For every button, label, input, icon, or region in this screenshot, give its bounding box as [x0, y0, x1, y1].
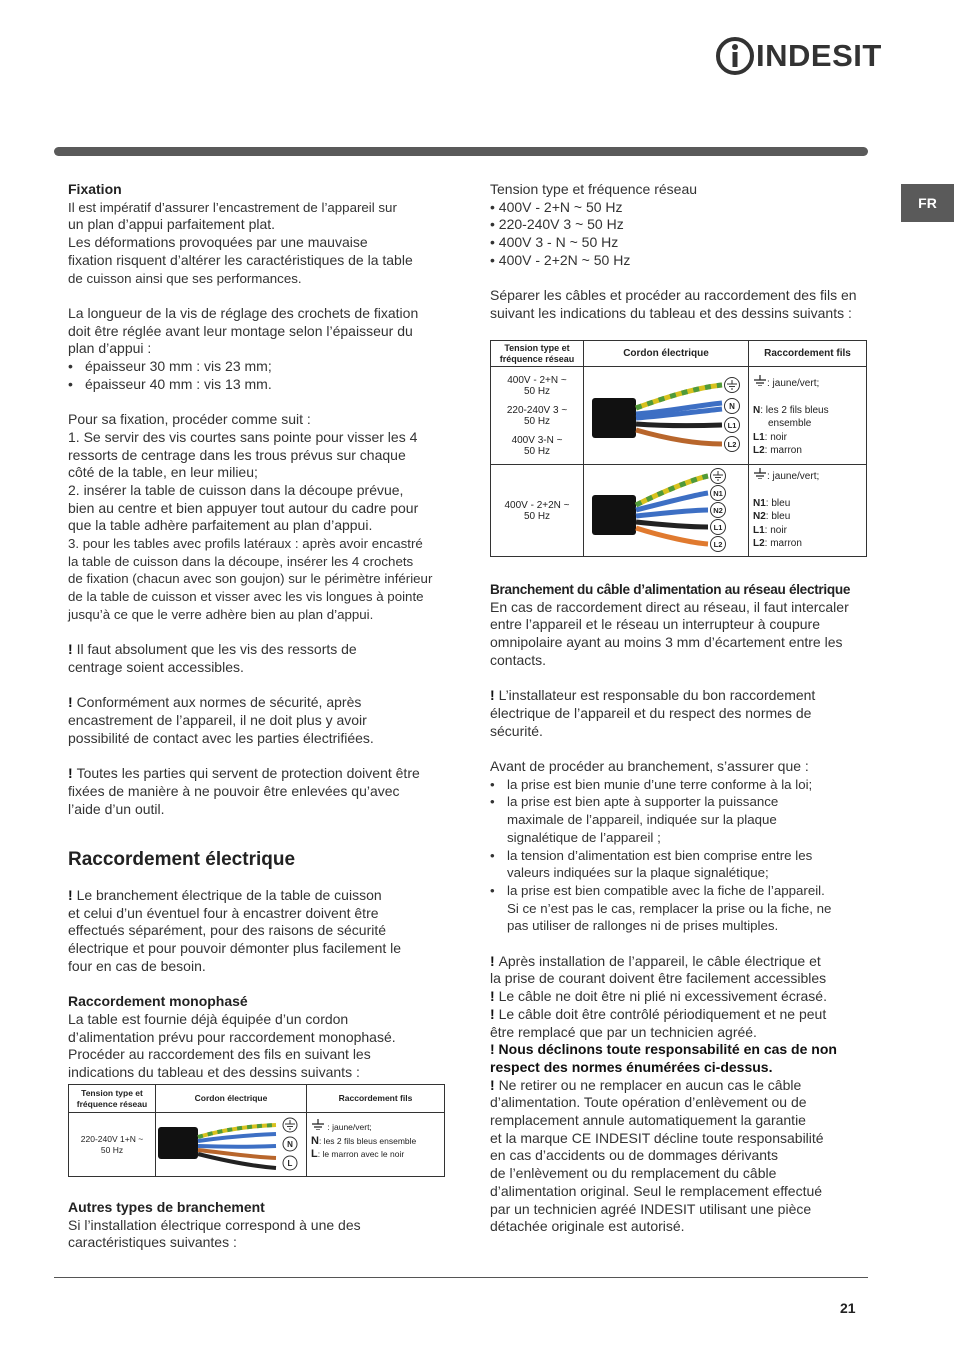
text-line: l’aide d’un outil.	[68, 800, 165, 817]
text-line: caractéristiques suivantes :	[68, 1234, 237, 1251]
text-line: Tension type et fréquence réseau	[490, 181, 698, 197]
voltage-cell: 400V - 2+2N ~ 50 Hz	[491, 465, 584, 557]
text-line: de la table de cuisson et visser avec les vis longues à pointe	[68, 589, 424, 605]
text-line: d’alimentation original. Seul le remplacement effectué	[490, 1182, 823, 1199]
text-line: électrique de l’appareil et du respect des normes de	[490, 704, 812, 721]
list-item: • 400V - 2+2N ~ 50 Hz	[490, 251, 631, 268]
text-line: centrage soient accessibles.	[68, 658, 244, 675]
text-line: indications du tableau et des dessins suivants :	[68, 1064, 360, 1081]
page-number: 21	[840, 1300, 856, 1316]
text-line: La longueur de la vis de réglage des crochets de fixation	[68, 304, 419, 321]
text-line: contacts.	[490, 651, 547, 668]
warning-line: ! Le câble ne doit être ni plié ni excessivement écrasé.	[490, 988, 827, 1005]
text-line: possibilité de contact avec les parties électrifiées.	[68, 729, 374, 746]
text-line: la prise de courant doivent être facilement accessibles	[490, 970, 827, 987]
earth-icon	[311, 1119, 325, 1130]
text-line: pas utiliser de rallonges ni de prises multiples.	[507, 918, 779, 934]
other-types-heading: Autres types de branchement	[68, 1199, 265, 1215]
text-line: la table de cuisson dans la découpe, insérer les 4 crochets	[68, 553, 414, 569]
blue-wire-2	[198, 1146, 276, 1147]
terminal-label: N1	[713, 489, 723, 498]
multi-cord-diagram-1	[584, 368, 746, 460]
text-line: Les déformations provoquées par une mauvaise	[68, 234, 368, 251]
right-column-top	[490, 181, 870, 323]
bold-disclaimer: respect des normes énumérées ci-dessus.	[490, 1058, 773, 1075]
header-cord: Cordon électrique	[584, 341, 749, 367]
text-line: encastrement de l’appareil, il ne doit plus y avoir	[68, 712, 367, 729]
earth-icon	[753, 468, 767, 479]
text-line: côté de la table, en leur milieu;	[68, 464, 258, 481]
mono-cord-diagram	[156, 1113, 302, 1173]
text-line: Il est impératif d’assurer l’encastrement de l’appareil sur	[68, 199, 397, 215]
header-connection: Raccordement fils	[749, 341, 867, 367]
text-line: maximale de l’appareil, indiquée sur la plaque	[507, 812, 777, 828]
text-line: jusqu’à ce que le verre adhère bien au plan d’appui.	[68, 606, 374, 622]
header-voltage: Tension type et fréquence réseau	[491, 341, 584, 367]
text-line: signalétique de l’appareil ;	[507, 829, 661, 845]
text-line: Si l’installation électrique correspond à une des	[68, 1216, 361, 1233]
list-item: • 220-240V 3 ~ 50 Hz	[490, 216, 624, 233]
header-connection: Raccordement fils	[307, 1085, 445, 1113]
text-line: Procéder au raccordement des fils en suivant les	[68, 1046, 371, 1063]
text-line: de fixation (chacun avec son goujon) sur le périmètre inférieur	[68, 571, 433, 587]
text-line: plan d’appui :	[68, 340, 152, 357]
text-line: et la marque CE INDESIT décline toute responsabilité	[490, 1129, 824, 1146]
header-cord: Cordon électrique	[156, 1085, 307, 1113]
text-line: effectués séparément, pour des raisons de sécurité	[68, 922, 387, 939]
text-line: remplacement annule automatiquement la garantie	[490, 1112, 806, 1129]
text-line: 3. pour les tables avec profils latéraux : après avoir encastré	[68, 536, 423, 552]
text-line: 1. Se servir des vis courtes sans pointe pour visser les 4	[68, 428, 418, 445]
list-item: • la prise est bien apte à supporter la puissance	[490, 793, 870, 811]
text-line: 2. insérer la table de cuisson dans la découpe prévue,	[68, 481, 404, 498]
warning-line: ! Ne retirer ou ne remplacer en aucun cas le câble	[490, 1076, 802, 1093]
text-line: un plan d’appui parfaitement plat.	[68, 216, 276, 233]
earth-icon	[753, 375, 767, 386]
language-tab: FR	[901, 184, 954, 222]
text-line: d’alimentation. Toute opération d’enlèvement ou de	[490, 1094, 807, 1111]
text-line: détachée originale est autorisé.	[490, 1218, 685, 1235]
connection-cell: : jaune/vert; N: les 2 fils bleus ensemble L: le marron avec le noir	[307, 1113, 445, 1177]
text-line: par un technicien agréé INDESIT utilisant une pièce	[490, 1200, 812, 1217]
indesit-logo-icon	[716, 36, 754, 76]
warning-line: ! Le câble doit être contrôlé périodiquement et ne peut	[490, 1005, 827, 1022]
text-line: que la table adhère parfaitement au plan d’appui.	[68, 517, 373, 534]
warning-line: ! Il faut absolument que les vis des ressorts de	[68, 641, 357, 658]
text-line: En cas de raccordement direct au réseau, il faut intercaler	[490, 598, 849, 615]
text-line: fixation risquent d’altérer les caractéristiques de la table	[68, 251, 413, 268]
left-column-lower	[68, 887, 453, 1082]
warning-line: ! Après installation de l’appareil, le câble électrique et	[490, 952, 821, 969]
left-column	[68, 181, 453, 818]
warning-line: ! Le branchement électrique de la table de cuisson	[68, 887, 382, 903]
voltage-cell: 220-240V 1+N ~ 50 Hz	[69, 1113, 156, 1177]
list-item: • la tension d’alimentation est bien comprise entre les	[490, 847, 870, 865]
footer-divider	[54, 1277, 868, 1278]
warning-line: ! Conformément aux normes de sécurité, après	[68, 694, 362, 711]
terminal-label: N2	[713, 506, 723, 515]
mono-wiring-table	[68, 1084, 445, 1177]
text-line: omnipolaire ayant au moins 3 mm d’écartement entre les	[490, 634, 843, 651]
cord-diagram-cell	[584, 465, 749, 557]
branch-heading: Branchement du câble d’alimentation au réseau électrique	[490, 582, 851, 597]
text-line: être remplacé que par un technicien agréé.	[490, 1023, 757, 1040]
text-line: ressorts de centrage dans les trous prévus sur chaque	[68, 446, 406, 463]
header-divider	[54, 147, 868, 156]
text-line: Si ce n’est pas le cas, remplacer la prise ou la fiche, ne	[507, 900, 832, 916]
list-item: • épaisseur 40 mm : vis 13 mm.	[68, 376, 453, 394]
brand-wordmark: INDESIT	[756, 38, 882, 73]
header-voltage: Tension type et fréquence réseau	[69, 1085, 156, 1113]
multi-cord-diagram-2	[584, 465, 746, 553]
connection-cell: : jaune/vert; N1: bleu N2: bleu L1: noir L2: marron	[749, 465, 867, 557]
mono-heading: Raccordement monophasé	[68, 993, 248, 1010]
terminal-label: N	[729, 402, 735, 411]
fixation-heading: Fixation	[68, 181, 122, 197]
text-line: de l’enlèvement ou du remplacement du câble	[490, 1165, 777, 1182]
right-column-bottom	[490, 581, 870, 1236]
n-terminal-label: N	[287, 1140, 293, 1149]
cord-diagram-cell	[156, 1113, 307, 1177]
text-line: électrique et pour pouvoir démonter plus facilement le	[68, 940, 402, 957]
warning-line: ! Toutes les parties qui servent de protection doivent être	[68, 765, 420, 782]
text-line: Pour sa fixation, procéder comme suit :	[68, 411, 311, 428]
text-line: d’alimentation prévu pour raccordement monophasé.	[68, 1028, 396, 1045]
terminal-label: L2	[727, 440, 737, 449]
multi-wiring-table	[490, 340, 867, 557]
text-line: sécurité.	[490, 722, 543, 739]
list-item: • 400V - 2+N ~ 50 Hz	[490, 198, 623, 215]
text-line: valeurs indiquées sur la plaque signalétique;	[507, 865, 769, 881]
voltage-cell: 400V - 2+N ~ 50 Hz 220-240V 3 ~ 50 Hz 400V 3-N ~ 50 Hz	[491, 367, 584, 465]
text-line: de cuisson ainsi que ses performances.	[68, 270, 302, 286]
text-line: bien au centre et bien appuyer tout autour du cadre pour	[68, 499, 419, 516]
text-line: fixées de manière à ne pouvoir être enlevées qu’avec	[68, 782, 400, 799]
brand-logo	[716, 36, 882, 76]
terminal-label: L1	[727, 421, 737, 430]
list-item: • la prise est bien munie d’une terre conforme à la loi;	[490, 776, 870, 794]
terminal-label: L2	[713, 540, 723, 549]
text-line: et celui d’un éventuel four à encastrer doivent être	[68, 904, 379, 921]
text-line: four en cas de besoin.	[68, 957, 206, 974]
text-line: La table est fournie déjà équipée d’un cordon	[68, 1010, 349, 1027]
terminal-label: L1	[713, 523, 723, 532]
text-line: Avant de procéder au branchement, s’assurer que :	[490, 758, 809, 774]
left-column-bottom	[68, 1199, 453, 1252]
connection-cell: : jaune/vert; N: les 2 fils bleus ensemble L1: noir L2: marron	[749, 367, 867, 465]
text-line: suivant les indications du tableau et des dessins suivants :	[490, 304, 852, 321]
list-item: • la prise est bien compatible avec la fiche de l’appareil.	[490, 882, 870, 900]
text-line: en cas d’accidents ou de dommages dérivants	[490, 1147, 778, 1164]
text-line: entre l’appareil et le réseau un interrupteur à coupure	[490, 616, 820, 633]
section-heading: Raccordement électrique	[68, 849, 296, 870]
text-line: doit être réglée avant leur montage selon l’épaisseur du	[68, 322, 413, 339]
bold-disclaimer: ! Nous déclinons toute responsabilité en cas de non	[490, 1041, 837, 1058]
cord-diagram-cell	[584, 367, 749, 465]
list-item: • épaisseur 30 mm : vis 23 mm;	[68, 358, 453, 376]
list-item: • 400V 3 - N ~ 50 Hz	[490, 234, 619, 251]
warning-line: ! L’installateur est responsable du bon raccordement	[490, 687, 816, 704]
text-line: Séparer les câbles et procéder au raccordement des fils en	[490, 287, 857, 304]
l-terminal-label: L	[287, 1159, 293, 1168]
